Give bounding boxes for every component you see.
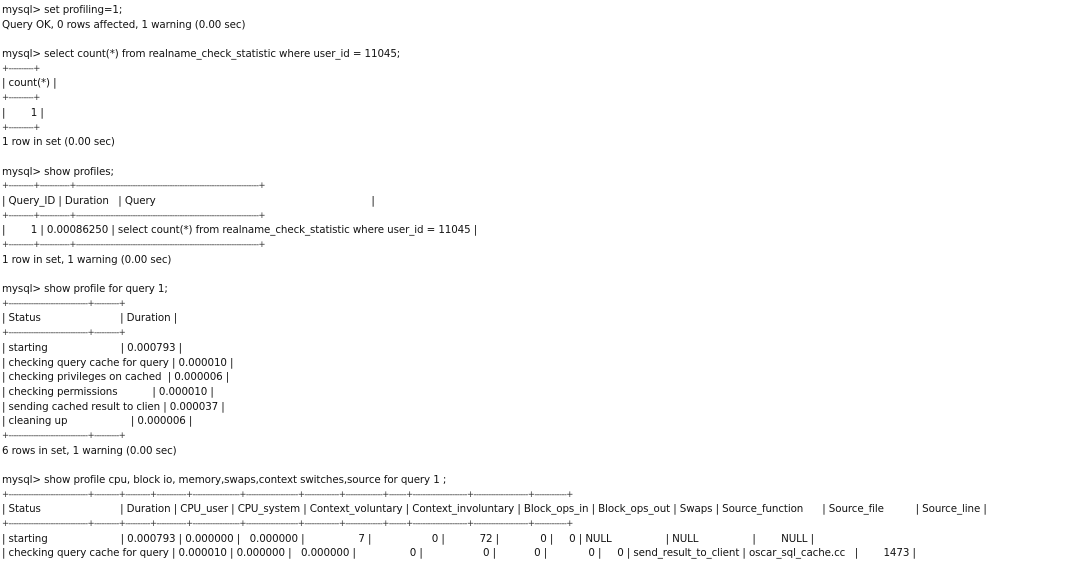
table-row-line: | count(*) |: [2, 77, 57, 90]
table-row-line: | 1 | 0.00086250 | select count(*) from realname_check_statistic where user_id = 11045 |: [2, 224, 478, 237]
table-row-line: | Query_ID | Duration | Query |: [2, 194, 375, 207]
command-line: mysql> show profile cpu, block io, memory,swaps,context switches,source for query 1 ;: [2, 474, 447, 486]
table-border-line: +----------+: [2, 122, 40, 133]
command-line: mysql> set profiling=1;: [2, 4, 123, 16]
table-row-line: | starting | 0.000793 |: [2, 341, 183, 354]
table-border-line: +----------+------------+--------------------------------------------------------------------------+: [2, 210, 265, 221]
blank-line: [2, 267, 1080, 282]
command-line: mysql> show profile for query 1;: [2, 283, 168, 296]
table-border-line: +--------------------------------+----------+----------+------------+-------------------+---------------------+--------------+---------------+-------+----------------------+----------------------+-------------+: [2, 519, 573, 530]
table-border-line: +----------+: [2, 63, 40, 74]
table-border-line: +--------------------------------+----------+----------+------------+-------------------+---------------------+--------------+---------------+-------+----------------------+----------------------+-------------+: [2, 489, 573, 500]
output-line: Query OK, 0 rows affected, 1 warning (0.00 sec): [2, 18, 246, 31]
command-line: mysql> show profiles;: [2, 165, 114, 178]
table-row-line: | checking query cache for query | 0.000010 |: [2, 356, 234, 369]
table-border-line: +--------------------------------+----------+: [2, 328, 126, 339]
table-border-line: +--------------------------------+----------+: [2, 298, 126, 309]
table-row-line: | checking privileges on cached | 0.000006 |: [2, 371, 230, 384]
table-row-line: | 1 |: [2, 106, 44, 119]
output-line: 1 row in set (0.00 sec): [2, 136, 115, 149]
table-row-line: | checking permissions | 0.000010 |: [2, 385, 214, 398]
blank-line: [2, 150, 1080, 165]
command-line: mysql> select count(*) from realname_check_statistic where user_id = 11045;: [2, 48, 401, 61]
table-row-line: | Status | Duration | CPU_user | CPU_system | Context_voluntary | Context_involuntary | Block_ops_in | Block_ops_out | Swaps | Source_function | Source_file | Source_line |: [2, 503, 987, 516]
table-border-line: +----------+------------+--------------------------------------------------------------------------+: [2, 181, 265, 192]
table-row-line: | starting | 0.000793 | 0.000000 | 0.000000 | 7 | 0 | 72 | 0 | 0 | NULL | NULL | NULL |: [2, 532, 814, 545]
table-row-line: | checking query cache for query | 0.000010 | 0.000000 | 0.000000 | 0 | 0 | 0 | 0 | 0 | send_result_to_client | oscar_sql_cache.cc | 1473 |: [2, 547, 916, 560]
output-line: 1 row in set, 1 warning (0.00 sec): [2, 253, 172, 266]
table-row-line: | sending cached result to clien | 0.000037 |: [2, 400, 225, 413]
table-row-line: | cleaning up | 0.000006 |: [2, 415, 193, 428]
output-line: 6 rows in set, 1 warning (0.00 sec): [2, 444, 177, 457]
table-row-line: | Status | Duration |: [2, 312, 178, 325]
table-border-line: +----------+: [2, 93, 40, 104]
blank-line: [2, 32, 1080, 47]
blank-line: [2, 458, 1080, 473]
table-border-line: +--------------------------------+----------+: [2, 430, 126, 441]
table-border-line: +----------+------------+--------------------------------------------------------------------------+: [2, 240, 265, 250]
